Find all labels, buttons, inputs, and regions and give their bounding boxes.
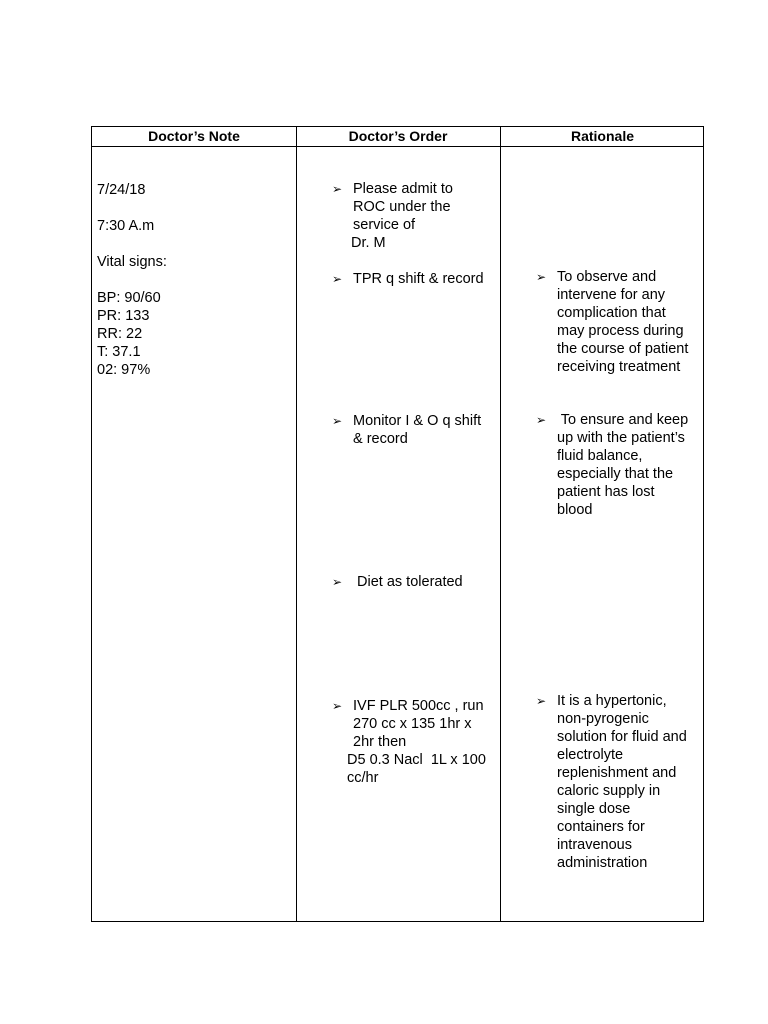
rationale-fluid-line: especially that the [557,466,674,482]
bullet-arrow-icon: ➢ [332,182,343,196]
rationale-ivf-line: electrolyte [557,747,624,763]
rationale-ivf-line: It is a hypertonic, [557,693,667,709]
header-doctors-note: Doctor’s Note [148,128,240,144]
header-rationale: Rationale [570,128,634,144]
bullet-arrow-icon: ➢ [536,270,547,284]
column-divider [500,127,501,921]
header-doctors-order: Doctor’s Order [348,128,448,144]
bullet-arrow-icon: ➢ [332,699,343,713]
bullet-arrow-icon: ➢ [332,575,343,589]
bullet-arrow-icon: ➢ [332,414,343,428]
rationale-fluid-line: To ensure and keep [557,412,689,428]
note-date: 7/24/18 [97,182,146,198]
order-tpr-line: TPR q shift & record [353,271,484,287]
bullet-arrow-icon: ➢ [536,413,547,427]
note-time: 7:30 A.m [97,218,155,234]
column-divider [296,127,297,921]
order-ivf-line: IVF PLR 500cc , run [353,698,484,714]
rationale-observe-line: may process during [557,323,684,339]
rationale-ivf-line: caloric supply in [557,783,661,799]
rationale-ivf-line: containers for [557,819,645,835]
rationale-ivf-line: single dose [557,801,631,817]
rationale-observe-line: the course of patient [557,341,689,357]
rationale-fluid-line: up with the patient’s [557,430,685,446]
vital-pr: PR: 133 [97,308,150,324]
rationale-fluid-line: fluid balance, [557,448,643,464]
rationale-ivf-line: non-pyrogenic [557,711,649,727]
rationale-observe-line: intervene for any [557,287,666,303]
rationale-fluid-line: blood [557,502,593,518]
header-divider [92,146,703,147]
rationale-ivf-line: replenishment and [557,765,677,781]
order-io-line: Monitor I & O q shift [353,413,482,429]
order-admit-line: Please admit to [353,181,453,197]
vital-o2: 02: 97% [97,362,151,378]
order-ivf-line: 2hr then [353,734,407,750]
order-ivf-line: D5 0.3 Nacl 1L x 100 [347,752,486,768]
bullet-arrow-icon: ➢ [332,272,343,286]
order-ivf-line: cc/hr [347,770,379,786]
order-admit-line: service of [353,217,416,233]
order-ivf-line: 270 cc x 135 1hr x [353,716,472,732]
rationale-observe-line: complication that [557,305,666,321]
rationale-observe-line: To observe and [557,269,657,285]
vital-temp: T: 37.1 [97,344,141,360]
order-io-line: & record [353,431,408,447]
rationale-fluid-line: patient has lost [557,484,655,500]
rationale-ivf-line: administration [557,855,648,871]
vital-signs-label: Vital signs: [97,254,167,270]
order-admit-line: ROC under the [353,199,451,215]
order-diet-line: Diet as tolerated [353,574,463,590]
order-admit-line: Dr. M [351,235,386,251]
rationale-ivf-line: intravenous [557,837,632,853]
rationale-observe-line: receiving treatment [557,359,681,375]
bullet-arrow-icon: ➢ [536,694,547,708]
rationale-ivf-line: solution for fluid and [557,729,687,745]
vital-rr: RR: 22 [97,326,143,342]
vital-bp: BP: 90/60 [97,290,161,306]
